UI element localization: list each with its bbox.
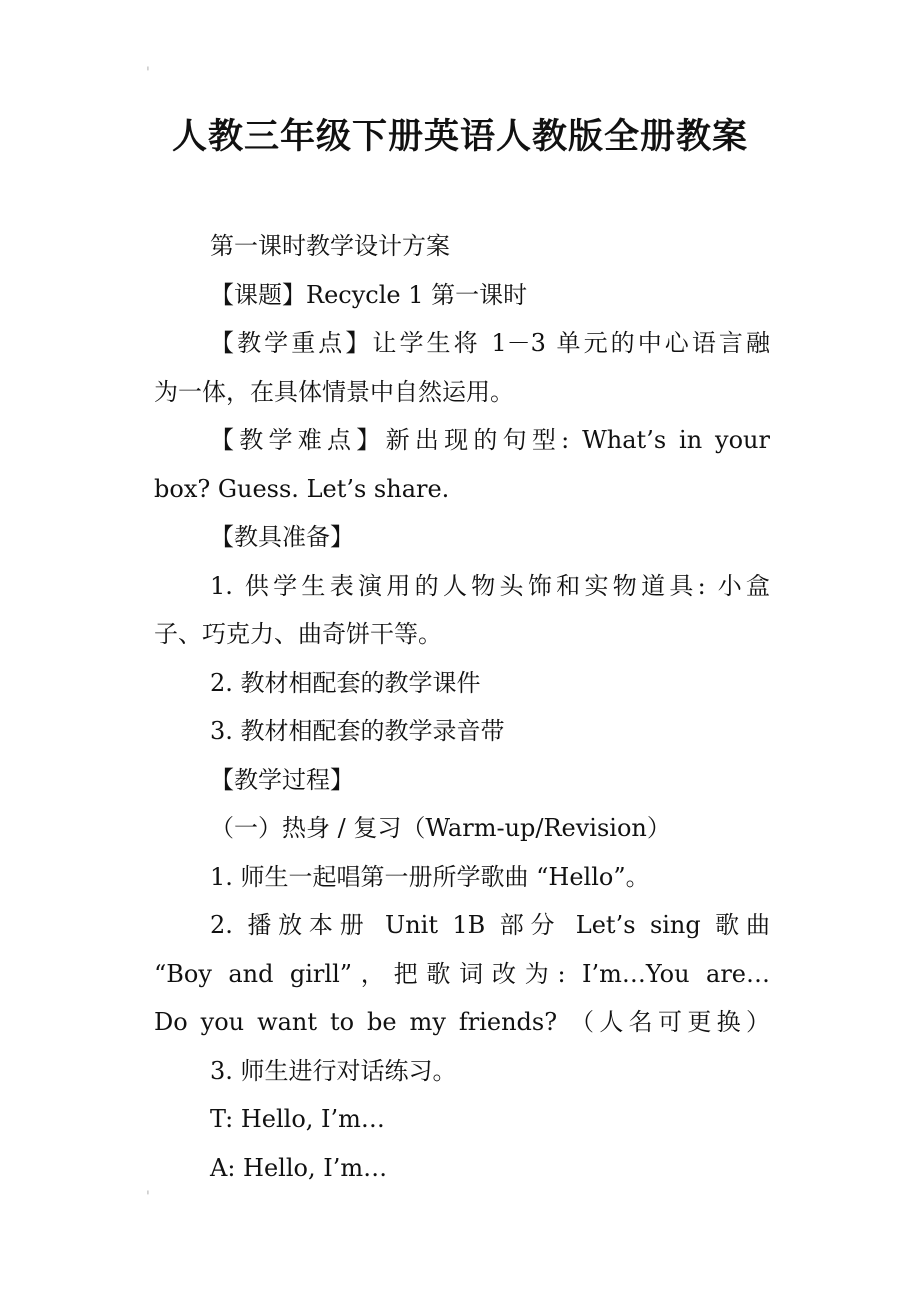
section-heading-lesson-design: 第一课时教学设计方案 — [210, 232, 450, 260]
difficulty-line-2: box? Guess. Let’s share. — [154, 474, 450, 503]
process-step-1: 1. 师生一起唱第一册所学歌曲 “Hello”。 — [210, 862, 650, 891]
teaching-aid-item-2: 2. 教材相配套的教学课件 — [210, 668, 481, 697]
teaching-aids-heading: 【教具准备】 — [210, 523, 354, 551]
topic-line: 【课题】Recycle 1 第一课时 — [210, 280, 528, 309]
process-step-2-line-3: Do you want to be my friends? （人名可更换） — [154, 1008, 770, 1036]
corner-mark-bottom: ' — [146, 1189, 150, 1205]
teaching-process-heading: 【教学过程】 — [210, 765, 354, 794]
warmup-subheading: （一）热身 / 复习（Warm-up/Revision） — [210, 814, 671, 842]
dialogue-teacher-line: T: Hello, I’m… — [210, 1105, 385, 1133]
document-body — [154, 222, 770, 1192]
document-title: 人教三年级下册英语人教版全册教案 — [171, 117, 748, 157]
teaching-aid-item-1-line-2: 子、巧克力、曲奇饼干等。 — [154, 620, 442, 648]
process-step-2-line-1: 2. 播放本册 Unit 1B 部分 Let’s sing 歌曲 — [210, 911, 770, 939]
teaching-aid-item-3: 3. 教材相配套的教学录音带 — [210, 717, 505, 745]
process-step-2-line-2: “Boy and girll”，把歌词改为: I’m…You are… — [154, 959, 770, 988]
corner-mark-top: ' — [146, 65, 150, 81]
teaching-aid-item-1-line-1: 1. 供学生表演用的人物头饰和实物道具: 小盒 — [210, 571, 770, 600]
dialogue-student-line: A: Hello, I’m… — [210, 1153, 388, 1182]
process-step-3: 3. 师生进行对话练习。 — [210, 1056, 457, 1085]
difficulty-line-1: 【教学难点】新出现的句型: What’s in your — [210, 426, 770, 454]
key-point-line-2: 为一体，在具体情景中自然运用。 — [154, 377, 514, 406]
key-point-line-1: 【教学重点】让学生将 1－3 单元的中心语言融 — [210, 329, 770, 357]
